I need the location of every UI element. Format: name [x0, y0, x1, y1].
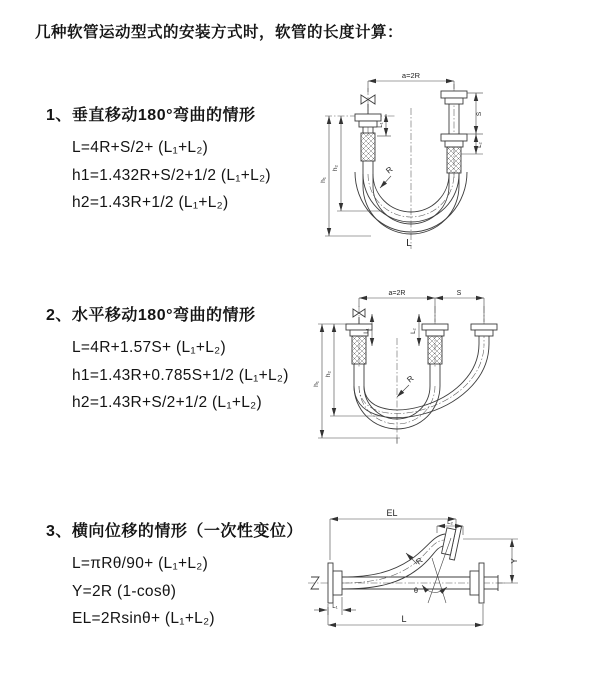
dim-label-l1: L₁: [332, 603, 338, 610]
formula-l: L=4R+1.57S+ (L₁+L₂): [72, 339, 226, 356]
dim-label-theta: θ: [413, 586, 419, 595]
straight-hose-position: [342, 563, 498, 603]
upper-flange: [441, 524, 462, 560]
dim-label-a2r: a=2R: [388, 290, 406, 297]
dimension-a2r: [368, 81, 454, 92]
dim-label-l1: L₁: [377, 122, 384, 128]
formula-l: L=πRθ/90+ (L₁+L₂): [72, 555, 209, 572]
formula-y: Y=2R (1-cosθ): [72, 582, 177, 600]
dim-label-h2: h₂: [325, 370, 332, 378]
right-pipe: [441, 91, 467, 186]
left-flange: [328, 563, 342, 603]
dim-label-radius: R: [405, 373, 416, 385]
dimension-el: [330, 519, 456, 560]
section-3-heading: 3、横向位移的情形（一次性变位）: [46, 523, 303, 540]
dim-label-l1: L₁: [363, 328, 370, 334]
diagram-lateral-displacement: [300, 503, 600, 651]
dim-label-h2: h₂: [332, 164, 339, 172]
dim-label-h1: h₁: [313, 381, 320, 387]
formula-h2: h2=1.43R+1/2 (L₁+L₂): [72, 194, 229, 211]
dim-label-radius: R: [384, 164, 395, 176]
dim-label-s: S: [476, 111, 483, 117]
section-2-heading: 2、水平移动180°弯曲的情形: [46, 307, 256, 324]
formula-h1: h1=1.432R+S/2+1/2 (L₁+L₂): [72, 166, 271, 184]
formula-h2: h2=1.43R+S/2+1/2 (L₁+L₂): [72, 394, 262, 411]
radius-leader: [397, 385, 409, 397]
dim-label-l: L: [401, 614, 407, 624]
dim-label-h1: h₁: [320, 177, 327, 183]
section-1-heading: 1、垂直移动180°弯曲的情形: [46, 107, 256, 124]
dimension-s: [435, 298, 484, 322]
diagram-vertical-180-bend: [311, 66, 591, 263]
dim-label-l2: L₂: [476, 142, 483, 148]
formula-el: EL=2Rsinθ+ (L₁+L₂): [72, 610, 215, 627]
dim-label-radius: R: [414, 555, 425, 567]
centerlines: [359, 306, 484, 444]
dim-label-a2r: a=2R: [401, 71, 421, 80]
dim-label-length: L: [406, 238, 412, 249]
section-1: [46, 102, 316, 217]
formula-h1: h1=1.43R+0.785S+1/2 (L₁+L₂): [72, 366, 289, 384]
formula-l: L=4R+S/2+ (L₁+L₂): [72, 139, 209, 156]
displaced-hose: [342, 524, 461, 589]
dim-label-el: EL: [386, 508, 398, 518]
diagram-horizontal-180-bend: [312, 286, 600, 454]
dimension-a2r: [359, 298, 435, 322]
middle-pipe: [422, 324, 448, 386]
page-title: 几种软管运动型式的安装方式时，软管的长度计算：: [35, 24, 404, 41]
dim-label-l2: L₂: [447, 519, 453, 526]
section-2: [46, 302, 316, 417]
dim-label-s: S: [456, 290, 462, 297]
dim-label-l2: L₂: [410, 328, 417, 334]
dim-label-y: Y: [510, 558, 519, 564]
section-3: [46, 518, 316, 633]
radius-leader: [380, 176, 391, 188]
